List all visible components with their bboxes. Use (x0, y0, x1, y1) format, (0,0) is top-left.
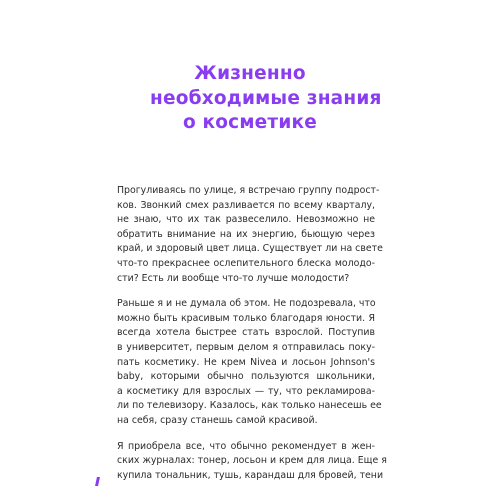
paragraph-3 (117, 440, 387, 484)
paragraph-line: Прогуливаясь по улице, я встречаю группу подрост- (117, 185, 380, 196)
paragraph-line: Раньше я и не думала об этом. Не подозревала, что (117, 298, 376, 310)
paragraph-line: что-то прекраснее ослепительного блеска молодо- (117, 257, 375, 269)
paragraph-line: а косметику для взрослых — ту, что рекламирова- (117, 385, 375, 397)
paragraph-line: ли по телевизору. Казалось, как только нанесешь ее (117, 400, 382, 412)
paragraph-2 (117, 297, 382, 428)
paragraph-line: на себя, сразу станешь самой красивой. (117, 414, 318, 426)
paragraph-line: ских журналах: тонер, лосьон и крем для лица. Еще я (117, 455, 387, 467)
chapter-title-line-1: Жизненно (194, 63, 306, 84)
paragraph-line: ков. Звонкий смех разливается по всему кварталу, (117, 199, 375, 211)
paragraph-line: край, и здоровый цвет лица. Существует ли на свете (117, 243, 383, 255)
paragraph-line: в университет, первым делом я отправилась поку- (117, 341, 375, 353)
paragraph-line: пать косметику. Не крем Nivea и лосьон Johnson's (117, 356, 375, 368)
paragraph-line: всегда хотела быстрее стать взрослой. Поступив (117, 327, 375, 339)
paragraph-line: baby, которыми обычно пользуются школьники, (117, 371, 375, 383)
paragraph-line: обратить внимание на их энергию, бьющую через (117, 228, 375, 240)
paragraph-line: Я приобрела все, что обычно рекомендует в жен- (117, 440, 375, 452)
page-marker-icon (95, 477, 100, 486)
chapter-title-line-3: о косметике (182, 112, 318, 133)
paragraph-line: купила тональник, тушь, карандаш для бровей, тени (117, 469, 384, 481)
chapter-title-line-2: необходимые знания (150, 87, 382, 109)
body-text (117, 184, 387, 494)
chapter-title (150, 62, 382, 136)
paragraph-1 (117, 184, 383, 286)
paragraph-line: можно быть красивым только благодаря юности. Я (117, 312, 375, 324)
paragraph-line: сти? Есть ли вообще что-то лучше молодости? (117, 272, 350, 284)
paragraph-line: не знаю, что их так развеселило. Невозможно не (117, 214, 375, 226)
